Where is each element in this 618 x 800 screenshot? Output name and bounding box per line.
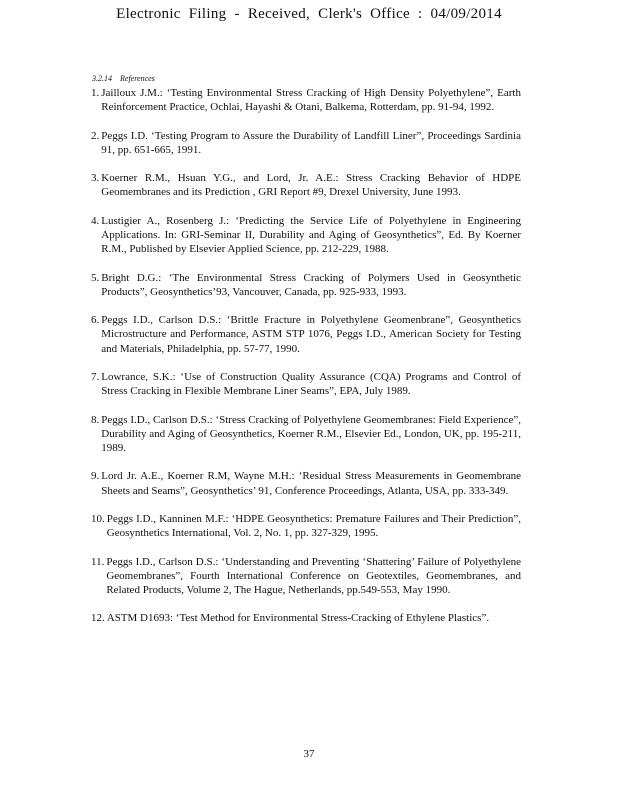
reference-number: 8. (91, 413, 100, 426)
reference-text: Peggs I.D., Carlson D.S.: ‘Understanding and Preventing ‘Shattering’ Failure of Polyethylene Geomembranes”, Fourth International Conference on Geotextiles, Geomembranes, and Related Products, Volume 2, The Hague, Netherlands, pp.549-553, May 1990. (106, 555, 521, 596)
reference-number: 11. (91, 555, 105, 568)
reference-text: Peggs I.D., Carlson D.S.: ‘Brittle Fracture in Polyethylene Geomenbrane”, Geosynthetics Microstructure and Performance, ASTM STP 1076, Peggs I.D., American Society for Testing and Materials, Philadelphia, pp. 57-77, 1990. (101, 314, 521, 355)
reference-number: 6. (91, 314, 100, 327)
reference-number: 7. (91, 370, 100, 383)
reference-item (91, 413, 521, 456)
reference-item (91, 512, 521, 540)
reference-text: Bright D.G.: ‘The Environmental Stress Cracking of Polymers Used in Geosynthetic Products”, Geosynthetics’93, Vancouver, Canada, pp. 925-933, 1993. (101, 271, 521, 298)
reference-text: Jailloux J.M.: ‘Testing Environmental Stress Cracking of High Density Polyethylene”, Earth Reinforcement Practice, Ochlai, Hayashi & Otani, Balkema, Rotterdam, pp. 91-94, 1992. (101, 87, 521, 114)
section-heading (92, 74, 155, 83)
reference-text: Lord Jr. A.E., Koerner R.M, Wayne M.H.: ‘Residual Stress Measurements in Geomembrane Sheets and Seams”, Geosynthetics’ 91, Conference Proceedings, Atlanta, USA, pp. 333-349. (101, 470, 521, 497)
reference-number: 10. (91, 512, 105, 525)
reference-text: Lowrance, S.K.: ‘Use of Construction Quality Assurance (CQA) Programs and Control of Stress Cracking in Flexible Membrane Liner Seams”, EPA, July 1989. (101, 370, 521, 398)
section-number: 3.2.14 (92, 74, 112, 83)
reference-item (91, 370, 521, 398)
reference-item (91, 469, 521, 497)
reference-text: Peggs I.D., Carlson D.S.: ‘Stress Cracking of Polyethylene Geomembranes: Field Experience”, Durability and Aging of Geosynthetics, Koerner R.M., Elsevier Ed., London, UK, pp. 195-211, 1989. (101, 413, 521, 454)
reference-item (91, 555, 521, 598)
reference-item (91, 86, 521, 114)
reference-item (91, 214, 521, 257)
reference-text: Peggs I.D., Kanninen M.F.: ‘HDPE Geosynthetics: Premature Failures and Their Prediction”, Geosynthetics International, Vol. 2, No. 1, pp. 327-329, 1995. (106, 512, 521, 540)
reference-number: 3. (91, 172, 100, 185)
reference-item (91, 611, 521, 625)
reference-item (91, 271, 521, 299)
section-title: References (120, 74, 155, 83)
reference-item (91, 171, 521, 199)
reference-number: 1. (91, 87, 100, 99)
reference-item (91, 313, 521, 356)
reference-text: Lustigier A., Rosenberg J.: ‘Predicting the Service Life of Polyethylene in Engineering Applications. In: GRI-Seminar II, Durability and Aging of Geosynthetics”, Ed. By Koerner R.M., Published by Elsevier Applied Science, pp. 212-229, 1988. (101, 214, 521, 256)
reference-text: Peggs I.D. ‘Testing Program to Assure the Durability of Landfill Liner”, Proceedings Sardinia 91, pp. 651-665, 1991. (101, 129, 521, 156)
reference-text: Koerner R.M., Hsuan Y.G., and Lord, Jr. A.E.: Stress Cracking Behavior of HDPE Geomembranes and its Prediction , GRI Report #9, Drexel University, June 1993. (101, 172, 521, 199)
reference-number: 2. (91, 129, 100, 142)
reference-number: 12. (91, 612, 105, 625)
filing-header: Electronic Filing - Received, Clerk's Office : 04/09/2014 (116, 6, 502, 22)
reference-list (91, 86, 521, 640)
reference-number: 9. (91, 470, 100, 483)
reference-text: ASTM D1693: ‘Test Method for Environmental Stress-Cracking of Ethylene Plastics”. (106, 612, 490, 625)
page-number: 37 (303, 748, 315, 760)
reference-item (91, 129, 521, 157)
reference-number: 5. (91, 271, 100, 284)
reference-number: 4. (91, 214, 100, 227)
